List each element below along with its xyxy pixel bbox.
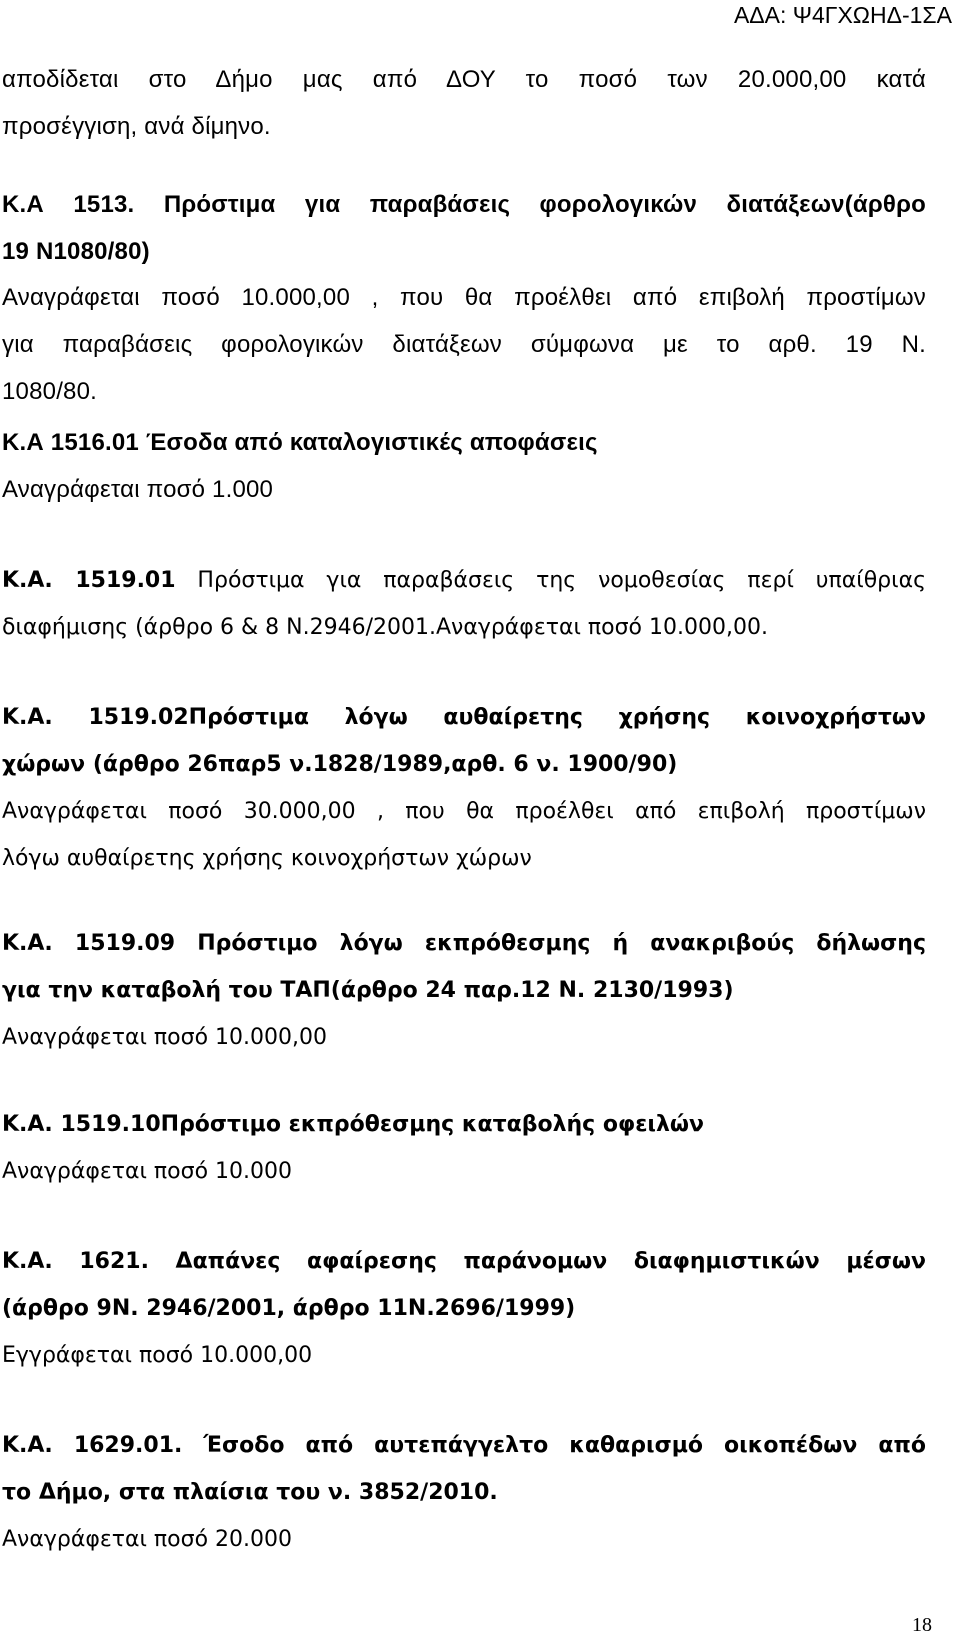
section-title-line-1: Κ.Α. 1519.09 Πρόστιμο λόγω εκπρόθεσμης ή ανακριβούς δήλωσης: [2, 931, 926, 956]
intro-line-1: αποδίδεται στο Δήμο μας από ΔΟΥ το ποσό των 20.000,00 κατά: [2, 66, 926, 93]
section-ka-1629-01: [2, 1422, 926, 1563]
section-amount: Αναγράφεται ποσό 10.000,00: [2, 1025, 327, 1050]
section-ka-1519-09: [2, 920, 926, 1061]
section-title-line-2: το Δήμο, στα πλαίσια του ν. 3852/2010.: [2, 1480, 498, 1505]
section-line-1: [2, 557, 926, 604]
section-title-rest: Πρόστιμα για παραβάσεις της νομοθεσίας περί υπαίθριας: [175, 568, 926, 593]
intro-line-2: προσέγγιση, ανά δίμηνο.: [2, 113, 271, 140]
section-body-line-3: 1080/80.: [2, 378, 98, 405]
section-title-line-1: Κ.Α. 1519.02Πρόστιμα λόγω αυθαίρετης χρήσης κοινοχρήστων: [2, 705, 926, 730]
section-amount: Αναγράφεται ποσό 10.000: [2, 1159, 292, 1184]
section-amount: Αναγράφεται ποσό 1.000: [2, 476, 274, 503]
section-amount: Αναγράφεται ποσό 20.000: [2, 1527, 292, 1552]
section-body-line-1: Αναγράφεται ποσό 30.000,00 , που θα προέλθει από επιβολή προστίμων: [2, 799, 926, 824]
section-title-line-2: (άρθρο 9Ν. 2946/2001, άρθρο 11Ν.2696/1999): [2, 1296, 576, 1321]
section-body-line-2: λόγω αυθαίρετης χρήσης κοινοχρήστων χώρων: [2, 846, 532, 871]
section-title: Κ.Α 1516.01 Έσοδα από καταλογιστικές αποφάσεις: [2, 429, 598, 456]
ada-header: ΑΔΑ: Ψ4ΓΧΩΗΔ-1ΣΑ: [733, 2, 952, 28]
section-body-line-1: Αναγράφεται ποσό 10.000,00 , που θα προέλθει από επιβολή προστίμων: [2, 284, 926, 311]
page-number: 18: [912, 1614, 932, 1636]
section-title-line-2: για την καταβολή του ΤΑΠ(άρθρο 24 παρ.12 Ν. 2130/1993): [2, 978, 734, 1003]
section-ka-1519-01: [2, 557, 926, 651]
section-line-2: διαφήμισης (άρθρο 6 & 8 Ν.2946/2001.Αναγράφεται ποσό 10.000,00.: [2, 615, 768, 640]
section-title-line-1: Κ.Α. 1629.01. Έσοδο από αυτεπάγγελτο καθαρισμό οικοπέδων από: [2, 1433, 926, 1458]
section-ka-1621: [2, 1238, 926, 1379]
section-title-line-2: χώρων (άρθρο 26παρ5 ν.1828/1989,αρθ. 6 ν. 1900/90): [2, 752, 678, 777]
section-code: Κ.Α. 1519.01: [2, 568, 176, 593]
section-title-line-1: Κ.Α 1513. Πρόστιμα για παραβάσεις φορολογικών διατάξεων(άρθρο: [2, 191, 926, 218]
section-title: Κ.Α. 1519.10Πρόστιμο εκπρόθεσμης καταβολής οφειλών: [2, 1112, 705, 1137]
intro-paragraph: [2, 56, 926, 150]
section-amount: Εγγράφεται ποσό 10.000,00: [2, 1343, 313, 1368]
section-title-line-1: Κ.Α. 1621. Δαπάνες αφαίρεσης παράνομων διαφημιστικών μέσων: [2, 1249, 926, 1274]
section-ka-1516: [2, 419, 926, 513]
section-body-line-2: για παραβάσεις φορολογικών διατάξεων σύμφωνα με το αρθ. 19 Ν.: [2, 331, 926, 358]
section-ka-1513: [2, 181, 926, 415]
section-ka-1519-02: [2, 694, 926, 882]
section-ka-1519-10: [2, 1101, 926, 1195]
section-title-line-2: 19 Ν1080/80): [2, 238, 150, 265]
